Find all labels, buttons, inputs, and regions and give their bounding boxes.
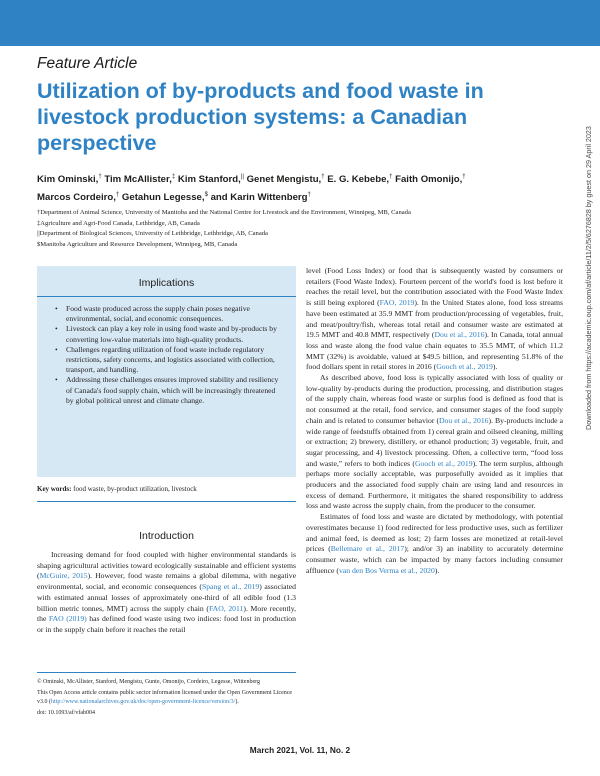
- header-bar: [0, 0, 600, 46]
- implications-heading: Implications: [138, 277, 195, 289]
- affiliation: $Manitoba Agriculture and Resource Development, Winnipeg, MB, Canada: [37, 240, 238, 248]
- list-item: • Challenges regarding utilization of food waste include regulatory restrictions, safety concerns, and logistics associated with collection, transport, and handling.: [55, 345, 282, 376]
- affiliations: [37, 208, 567, 250]
- author: Marcos Cordeiro,†: [37, 191, 120, 203]
- right-column-text: [306, 266, 563, 576]
- citation-link[interactable]: FAO (2019): [48, 614, 87, 624]
- author: Getahun Legesse,$: [121, 191, 208, 203]
- license-link[interactable]: http://www.nationalarchives.gov.uk/doc/open-government-licence/version/3/: [51, 698, 236, 705]
- footnote: [37, 678, 296, 721]
- citation-link[interactable]: FAO, 2019: [379, 298, 415, 308]
- implications-list: [37, 297, 296, 406]
- feature-label: Feature Article: [37, 55, 138, 72]
- issue-footer: March 2021, Vol. 11, No. 2: [249, 745, 351, 755]
- affiliation: †Department of Animal Science, University of Manitoba and the National Centre for Livestock and the Environment, Winnipeg, MB, Canada: [37, 209, 411, 216]
- article-title: Utilization of by-products and food waste in livestock production systems: a Canadian perspective: [37, 79, 484, 155]
- paragraph: Increasing demand for food coupled with higher environmental standards is shaping agricultural activities toward ecologically sustainable and efficient systems (McGuire, 2015). However, food waste remains a global dilemma, with negative environmental, social, and economic consequences (Spang et al., 2019) associated with estimated annual losses of approximately one-third of all edible food (1.3 billion metric tonnes, MMT) across the supply chain (FAO, 2011). More recently, the FAO (2019) has defined food waste using two indices: food lost in production or in the supply chain before it reaches the retail: [37, 550, 296, 634]
- author: E. G. Kebebe,†: [327, 174, 393, 186]
- keywords-text: food waste, by-product utilization, livestock: [71, 485, 197, 493]
- copyright: © Ominski, McAllister, Stanford, Mengistu, Gunte, Omonijo, Cordeiro, Legesse, Wittenberg: [37, 679, 260, 685]
- citation-link[interactable]: Dou et al., 2016: [434, 330, 485, 340]
- author: Tim McAllister,‡: [104, 174, 176, 186]
- left-column-text: [37, 550, 296, 636]
- author: and Karin Wittenberg†: [210, 191, 311, 203]
- section-heading: Introduction: [139, 530, 194, 542]
- implications-box: [37, 266, 296, 477]
- citation-link[interactable]: FAO, 2011: [208, 603, 244, 613]
- author-list: [37, 170, 557, 205]
- list-item: • Food waste produced across the supply chain poses negative environmental, social, and economic consequences.: [55, 304, 282, 324]
- citation-link[interactable]: van den Bos Verma et al., 2020: [338, 565, 435, 575]
- doi: doi: 10.1093/af/vfab004: [37, 710, 95, 717]
- list-item: • Livestock can play a key role in using food waste and by-products by converting low-value materials into high-quality products.: [55, 324, 282, 344]
- license: This Open Access article contains public sector information licensed under the Open Government Licence v3.0 (http://www.nationalarchives.gov.uk/doc/open-government-licence/version/3/).: [37, 690, 293, 705]
- citation-link[interactable]: McGuire, 2015: [39, 571, 88, 581]
- download-notice: Downloaded from https://academic.oup.com/af/article/11/2/5/6276828 by guest on 29 April 2023: [584, 126, 593, 430]
- citation-link[interactable]: Gooch et al., 2019: [414, 458, 473, 468]
- divider: [37, 672, 296, 673]
- affiliation: ||Department of Biological Sciences, University of Lethbridge, Lethbridge, AB, Canada: [37, 230, 268, 238]
- author: Kim Stanford,||: [177, 174, 244, 186]
- citation-link[interactable]: Bellemare et al., 2017: [330, 544, 405, 554]
- paragraph: level (Food Loss Index) or food that is subsequently wasted by consumers or retailers (Food Waste Index). Fourteen percent of the world's food is lost before it reaches the retail level, but the contribution associated with the Food Waste Index is still being explored (FAO, 2019). In the United States alone, food loss streams have been estimated at 35.9 MMT from production/processing of vegetables, fruit, and meat/poultry/fish, whereas total retail and consumer waste are estimated at 19.5 MMT and 40.8 MMT, respectively (Dou et al., 2016). In Canada, total annual loss and waste along the food value chain equates to 35.5 MMT, of which 11.2 MMT (32%) is avoidable, valued at $49.5 billion, and representing 51.8% of the food dollars spent in retail stores in 2016 (Gooch et al., 2019).: [306, 266, 564, 372]
- citation-link[interactable]: Spang et al., 2019: [201, 582, 260, 592]
- list-item: • Addressing these challenges ensures improved stability and resiliency of Canada's food supply chain, which will be increasingly threatened by global political unrest and climate change.: [55, 375, 282, 406]
- author: Faith Omonijo,†: [395, 174, 466, 186]
- divider: [37, 501, 296, 502]
- citation-link[interactable]: Dou et al., 2016: [439, 415, 489, 425]
- keywords-label: Key words:: [37, 485, 72, 493]
- paragraph: Estimates of food loss and waste are dictated by methodology, with potential overestimates because 1) food redirected for less productive uses, such as fertilizer and animal feed, is deemed as lost; 2) farm losses are monetized at retail-level prices (Bellemare et al., 2017); and/or 3) an inability to accurately determine consumer waste, which can be impacted by many factors including consumer affluence (van den Bos Verma et al., 2020).: [306, 512, 564, 575]
- affiliation: ‡Agriculture and Agri-Food Canada, Lethbridge, AB, Canada: [37, 219, 200, 227]
- citation-link[interactable]: Gooch et al., 2019: [436, 362, 493, 372]
- author: Genet Mengistu,†: [246, 174, 325, 186]
- keywords: [37, 485, 197, 493]
- paragraph: As described above, food loss is typically associated with loss of quality or low-quality by-products during the production, processing, and distribution stages of the supply chain, whereas food waste or surplus food is defined as food that is not consumed at the retail, food service, and consumer stages of the food supply chain and is related to consumer behavior (Dou et al., 2016). By-products include a wide range of feedstuffs obtained from 1) cereal grain and oilseed cleaning, milling or extraction; 2) brewery, distillery, or ethanol production; 3) vegetable, fruit, and sugar processing, and 4) livestock processing. Often, a collective term, “food loss and waste,” refers to both indices (Gooch et al., 2019). The term surplus, although perhaps more socially acceptable, was purposefully avoided as it implies that producers and the associated food supply chain are using land and resources in excess of demand. Furthermore, it mitigates the shared responsibility to address loss and waste across the supply chain, from the producer to the consumer.: [306, 373, 564, 511]
- author: Kim Ominski,†: [37, 174, 102, 186]
